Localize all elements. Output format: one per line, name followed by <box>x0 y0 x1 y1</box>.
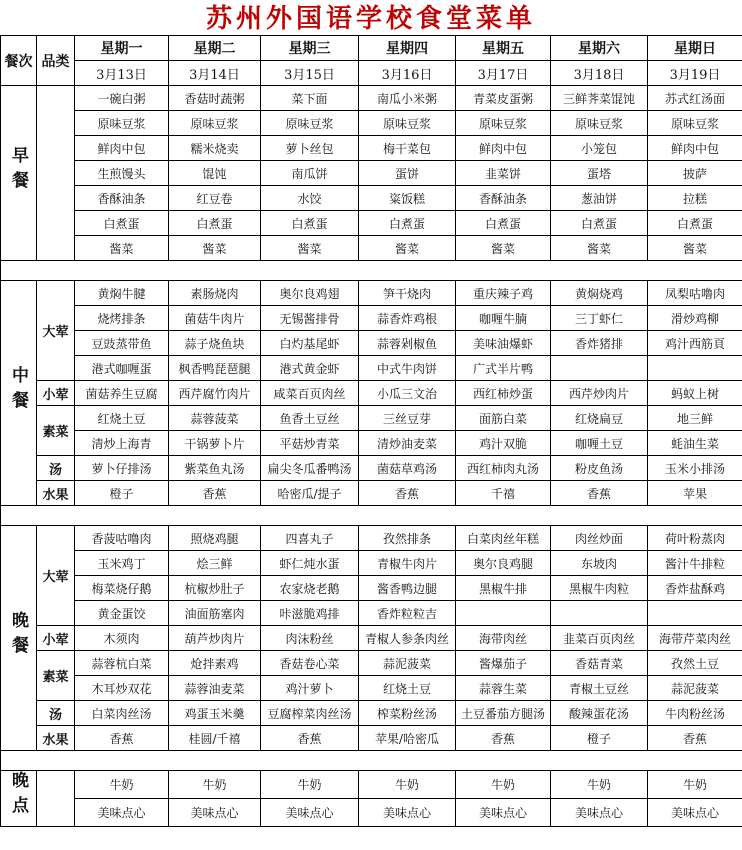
dish-cell: 葫芦炒肉片 <box>169 626 261 651</box>
dish-cell: 黄焖烧鸡 <box>551 281 648 306</box>
meal-label-text: 晚点 <box>8 771 28 821</box>
date-header: 3月13日 <box>75 61 169 86</box>
menu-title: 苏州外国语学校食堂菜单 <box>205 4 536 34</box>
category-label <box>37 771 75 827</box>
dish-cell: 鸡汁萝卜 <box>261 676 359 701</box>
dish-cell: 干锅萝卜片 <box>169 431 261 456</box>
dish-cell: 韭菜饼 <box>456 161 551 186</box>
dish-cell: 地三鲜 <box>648 406 742 431</box>
dish-cell: 鸡汁西筋頁 <box>648 331 742 356</box>
dish-cell: 咔滋脆鸡排 <box>261 601 359 626</box>
dish-cell: 海带肉丝 <box>456 626 551 651</box>
dish-cell: 蒜蓉菠菜 <box>169 406 261 431</box>
dish-cell: 平菇炒青菜 <box>261 431 359 456</box>
dish-cell: 牛奶 <box>648 771 742 799</box>
weekday-header: 星期日 <box>648 36 742 61</box>
dish-cell: 酱菜 <box>551 236 648 261</box>
menu-row <box>1 356 742 381</box>
dish-cell: 蛋塔 <box>551 161 648 186</box>
dish-cell: 原味豆浆 <box>359 111 456 136</box>
dish-cell: 虾仁炖水蛋 <box>261 551 359 576</box>
dish-cell: 扁尖冬瓜番鸭汤 <box>261 456 359 481</box>
dish-cell: 原味豆浆 <box>456 111 551 136</box>
dish-cell: 橙子 <box>75 481 169 506</box>
dish-cell: 奥尔良鸡腿 <box>456 551 551 576</box>
dish-cell: 榨菜粉丝汤 <box>359 701 456 726</box>
dish-cell: 生煎馒头 <box>75 161 169 186</box>
dish-cell: 白煮蛋 <box>359 211 456 236</box>
meal-label <box>1 771 37 827</box>
weekday-header: 星期六 <box>551 36 648 61</box>
dish-cell <box>648 356 742 381</box>
date-header: 3月16日 <box>359 61 456 86</box>
dish-cell: 香酥油条 <box>75 186 169 211</box>
section-spacer-row <box>1 506 742 526</box>
dish-cell: 蒜蓉剁椒鱼 <box>359 331 456 356</box>
dish-cell: 酱香鸭边腿 <box>359 576 456 601</box>
category-label: 素菜 <box>37 406 75 456</box>
menu-table <box>0 35 742 827</box>
menu-row <box>1 651 742 676</box>
dish-cell: 馄饨 <box>169 161 261 186</box>
dish-cell: 披萨 <box>648 161 742 186</box>
dish-cell: 无锡酱排骨 <box>261 306 359 331</box>
dish-cell: 玉米小排汤 <box>648 456 742 481</box>
menu-row <box>1 406 742 431</box>
dish-cell: 三丁虾仁 <box>551 306 648 331</box>
dish-cell: 酱菜 <box>359 236 456 261</box>
dish-cell <box>551 356 648 381</box>
dish-cell: 黑椒牛排 <box>456 576 551 601</box>
weekday-header: 星期一 <box>75 36 169 61</box>
dish-cell: 凤梨咕噜肉 <box>648 281 742 306</box>
dish-cell: 美味点心 <box>75 799 169 827</box>
weekday-row <box>1 36 742 61</box>
dish-cell: 黑椒牛肉粒 <box>551 576 648 601</box>
dish-cell: 拉糕 <box>648 186 742 211</box>
menu-row <box>1 281 742 306</box>
dish-cell: 一碗白粥 <box>75 86 169 111</box>
dish-cell: 梅干菜包 <box>359 136 456 161</box>
dish-cell: 香蕉 <box>456 726 551 751</box>
dish-cell: 菜下面 <box>261 86 359 111</box>
dish-cell: 面筋白菜 <box>456 406 551 431</box>
dish-cell: 酱爆茄子 <box>456 651 551 676</box>
dish-cell: 白菜肉丝年糕 <box>456 526 551 551</box>
dish-cell: 菌菇养生豆腐 <box>75 381 169 406</box>
category-label: 汤 <box>37 701 75 726</box>
dish-cell: 西芹腐竹肉片 <box>169 381 261 406</box>
dish-cell: 原味豆浆 <box>75 111 169 136</box>
menu-row <box>1 551 742 576</box>
dish-cell: 油面筋塞肉 <box>169 601 261 626</box>
date-header: 3月18日 <box>551 61 648 86</box>
menu-row <box>1 771 742 799</box>
dish-cell: 紫菜鱼丸汤 <box>169 456 261 481</box>
dish-cell: 白煮蛋 <box>75 211 169 236</box>
category-column-header: 品类 <box>37 36 75 86</box>
dish-cell: 萝卜丝包 <box>261 136 359 161</box>
dish-cell: 广式半片鸭 <box>456 356 551 381</box>
dish-cell: 萝卜仔排汤 <box>75 456 169 481</box>
dish-cell: 梅菜烧仔鹅 <box>75 576 169 601</box>
category-label: 小荤 <box>37 626 75 651</box>
meal-label <box>1 281 37 506</box>
weekday-header: 星期三 <box>261 36 359 61</box>
dish-cell: 鲜肉中包 <box>456 136 551 161</box>
category-label: 大荤 <box>37 526 75 626</box>
dish-cell: 美味点心 <box>648 799 742 827</box>
dish-cell: 苹果/哈密瓜 <box>359 726 456 751</box>
menu-row <box>1 701 742 726</box>
dish-cell: 美味点心 <box>551 799 648 827</box>
dish-cell: 素肠烧肉 <box>169 281 261 306</box>
dish-cell: 香菇时蔬粥 <box>169 86 261 111</box>
dish-cell: 蒜蓉杭白菜 <box>75 651 169 676</box>
spacer-cell <box>1 506 742 526</box>
dish-cell: 菌菇牛肉片 <box>169 306 261 331</box>
dish-cell: 咖喱土豆 <box>551 431 648 456</box>
dish-cell: 中式牛肉饼 <box>359 356 456 381</box>
dish-cell: 牛奶 <box>359 771 456 799</box>
dish-cell <box>648 601 742 626</box>
spacer-cell <box>1 261 742 281</box>
category-label: 素菜 <box>37 651 75 701</box>
date-row <box>1 61 742 86</box>
dish-cell: 港式黄金虾 <box>261 356 359 381</box>
dish-cell: 枫香鸭琵琶腿 <box>169 356 261 381</box>
menu-row <box>1 676 742 701</box>
meal-label <box>1 526 37 751</box>
dish-cell: 鲜肉中包 <box>648 136 742 161</box>
weekday-header: 星期四 <box>359 36 456 61</box>
dish-cell: 白煮蛋 <box>648 211 742 236</box>
dish-cell: 牛奶 <box>75 771 169 799</box>
dish-cell: 孜然排条 <box>359 526 456 551</box>
dish-cell: 美味油爆虾 <box>456 331 551 356</box>
category-label: 水果 <box>37 726 75 751</box>
dish-cell: 香菇青菜 <box>551 651 648 676</box>
dish-cell: 清炒油麦菜 <box>359 431 456 456</box>
dish-cell: 糯米烧卖 <box>169 136 261 161</box>
menu-row <box>1 601 742 626</box>
dish-cell: 荷叶粉蒸肉 <box>648 526 742 551</box>
dish-cell: 香菇卷心菜 <box>261 651 359 676</box>
dish-cell: 豆腐榨菜肉丝汤 <box>261 701 359 726</box>
dish-cell: 香菠咕噜肉 <box>75 526 169 551</box>
dish-cell: 炝拌素鸡 <box>169 651 261 676</box>
dish-cell: 苏式红汤面 <box>648 86 742 111</box>
dish-cell: 土豆番茄方腿汤 <box>456 701 551 726</box>
date-header: 3月19日 <box>648 61 742 86</box>
dish-cell: 原味豆浆 <box>551 111 648 136</box>
dish-cell: 海带芹菜肉丝 <box>648 626 742 651</box>
dish-cell: 香蕉 <box>75 726 169 751</box>
dish-cell: 三丝豆芽 <box>359 406 456 431</box>
dish-cell: 咸菜百页肉丝 <box>261 381 359 406</box>
dish-cell <box>456 601 551 626</box>
date-header: 3月14日 <box>169 61 261 86</box>
dish-cell: 蒜泥菠菜 <box>359 651 456 676</box>
dish-cell: 菌菇草鸡汤 <box>359 456 456 481</box>
section-spacer-row <box>1 261 742 281</box>
dish-cell: 蚝油生菜 <box>648 431 742 456</box>
dish-cell: 哈密瓜/提子 <box>261 481 359 506</box>
dish-cell: 原味豆浆 <box>648 111 742 136</box>
dish-cell: 红烧扁豆 <box>551 406 648 431</box>
dish-cell: 橙子 <box>551 726 648 751</box>
menu-row <box>1 456 742 481</box>
dish-cell: 港式咖喱蛋 <box>75 356 169 381</box>
dish-cell: 重庆辣子鸡 <box>456 281 551 306</box>
dish-cell: 红烧土豆 <box>359 676 456 701</box>
dish-cell: 白煮蛋 <box>551 211 648 236</box>
dish-cell: 西芹炒肉片 <box>551 381 648 406</box>
dish-cell: 香炸猪排 <box>551 331 648 356</box>
dish-cell: 玉米鸡丁 <box>75 551 169 576</box>
category-label: 汤 <box>37 456 75 481</box>
menu-row <box>1 481 742 506</box>
dish-cell: 蛋饼 <box>359 161 456 186</box>
dish-cell: 白煮蛋 <box>169 211 261 236</box>
dish-cell: 东坡肉 <box>551 551 648 576</box>
dish-cell: 农家烧老鹅 <box>261 576 359 601</box>
dish-cell: 桂圆/千禧 <box>169 726 261 751</box>
dish-cell: 香炸盐酥鸡 <box>648 576 742 601</box>
menu-row <box>1 111 742 136</box>
dish-cell: 青椒人参条肉丝 <box>359 626 456 651</box>
dish-cell: 酱菜 <box>648 236 742 261</box>
menu-row <box>1 161 742 186</box>
dish-cell: 蒜蓉生菜 <box>456 676 551 701</box>
weekday-header: 星期二 <box>169 36 261 61</box>
dish-cell: 烧烤排条 <box>75 306 169 331</box>
dish-cell: 南瓜小米粥 <box>359 86 456 111</box>
dish-cell: 肉丝炒面 <box>551 526 648 551</box>
dish-cell: 美味点心 <box>261 799 359 827</box>
dish-cell: 千禧 <box>456 481 551 506</box>
dish-cell: 咖喱牛腩 <box>456 306 551 331</box>
dish-cell: 牛奶 <box>551 771 648 799</box>
dish-cell: 酱菜 <box>169 236 261 261</box>
category-label: 小荤 <box>37 381 75 406</box>
meal-column-header: 餐次 <box>1 36 37 86</box>
category-label <box>37 86 75 261</box>
dish-cell: 木须肉 <box>75 626 169 651</box>
dish-cell: 韭菜百页肉丝 <box>551 626 648 651</box>
dish-cell: 奥尔良鸡翅 <box>261 281 359 306</box>
dish-cell: 白煮蛋 <box>456 211 551 236</box>
menu-row <box>1 431 742 456</box>
dish-cell: 黄金蛋饺 <box>75 601 169 626</box>
meal-label-text: 晚餐 <box>8 610 28 661</box>
dish-cell: 蒜香炸鸡根 <box>359 306 456 331</box>
dish-cell: 香蕉 <box>551 481 648 506</box>
dish-cell: 孜然土豆 <box>648 651 742 676</box>
dish-cell: 粉皮鱼汤 <box>551 456 648 481</box>
dish-cell: 红烧土豆 <box>75 406 169 431</box>
dish-cell: 蚂蚁上树 <box>648 381 742 406</box>
menu-row <box>1 381 742 406</box>
dish-cell: 青椒牛肉片 <box>359 551 456 576</box>
dish-cell: 小瓜三文治 <box>359 381 456 406</box>
dish-cell: 蒜泥菠菜 <box>648 676 742 701</box>
dish-cell: 美味点心 <box>359 799 456 827</box>
menu-row <box>1 136 742 161</box>
dish-cell: 香炸粒粒吉 <box>359 601 456 626</box>
weekday-header: 星期五 <box>456 36 551 61</box>
date-header: 3月17日 <box>456 61 551 86</box>
dish-cell: 美味点心 <box>169 799 261 827</box>
dish-cell: 木耳炒双花 <box>75 676 169 701</box>
menu-row <box>1 186 742 211</box>
menu-row <box>1 626 742 651</box>
dish-cell: 杭椒炒肚子 <box>169 576 261 601</box>
dish-cell: 照烧鸡腿 <box>169 526 261 551</box>
dish-cell: 豆豉蒸带鱼 <box>75 331 169 356</box>
dish-cell: 香蕉 <box>648 726 742 751</box>
dish-cell: 青椒土豆丝 <box>551 676 648 701</box>
dish-cell: 水饺 <box>261 186 359 211</box>
dish-cell: 西红柿肉丸汤 <box>456 456 551 481</box>
menu-row <box>1 331 742 356</box>
meal-label-text: 中餐 <box>8 365 28 416</box>
menu-row <box>1 576 742 601</box>
dish-cell: 香蕉 <box>359 481 456 506</box>
dish-cell: 蒜子烧鱼块 <box>169 331 261 356</box>
dish-cell: 原味豆浆 <box>261 111 359 136</box>
dish-cell: 美味点心 <box>456 799 551 827</box>
dish-cell: 香蕉 <box>169 481 261 506</box>
dish-cell: 牛奶 <box>456 771 551 799</box>
category-label: 水果 <box>37 481 75 506</box>
dish-cell: 滑炒鸡柳 <box>648 306 742 331</box>
dish-cell <box>551 601 648 626</box>
menu-row <box>1 306 742 331</box>
dish-cell: 香蕉 <box>261 726 359 751</box>
dish-cell: 南瓜饼 <box>261 161 359 186</box>
dish-cell: 鲜肉中包 <box>75 136 169 161</box>
menu-row <box>1 526 742 551</box>
dish-cell: 酱菜 <box>261 236 359 261</box>
dish-cell: 葱油饼 <box>551 186 648 211</box>
category-label: 大荤 <box>37 281 75 381</box>
menu-row <box>1 211 742 236</box>
dish-cell: 黄焖牛腱 <box>75 281 169 306</box>
dish-cell: 牛肉粉丝汤 <box>648 701 742 726</box>
dish-cell: 酱菜 <box>456 236 551 261</box>
dish-cell: 蒜蓉油麦菜 <box>169 676 261 701</box>
dish-cell: 酸辣蛋花汤 <box>551 701 648 726</box>
dish-cell: 笋干烧肉 <box>359 281 456 306</box>
dish-cell: 鸡蛋玉米羹 <box>169 701 261 726</box>
menu-row <box>1 799 742 827</box>
dish-cell: 红豆卷 <box>169 186 261 211</box>
dish-cell: 牛奶 <box>169 771 261 799</box>
dish-cell: 原味豆浆 <box>169 111 261 136</box>
menu-row <box>1 86 742 111</box>
dish-cell: 白灼基尾虾 <box>261 331 359 356</box>
spacer-cell <box>1 751 742 771</box>
dish-cell: 香酥油条 <box>456 186 551 211</box>
dish-cell: 粢饭糕 <box>359 186 456 211</box>
dish-cell: 烩三鲜 <box>169 551 261 576</box>
dish-cell: 苹果 <box>648 481 742 506</box>
dish-cell: 四喜丸子 <box>261 526 359 551</box>
menu-row <box>1 726 742 751</box>
date-header: 3月15日 <box>261 61 359 86</box>
dish-cell: 三鲜荠菜馄饨 <box>551 86 648 111</box>
dish-cell: 青菜皮蛋粥 <box>456 86 551 111</box>
dish-cell: 酱菜 <box>75 236 169 261</box>
dish-cell: 鱼香土豆丝 <box>261 406 359 431</box>
dish-cell: 牛奶 <box>261 771 359 799</box>
dish-cell: 酱汁牛排粒 <box>648 551 742 576</box>
menu-row <box>1 236 742 261</box>
dish-cell: 清炒上海青 <box>75 431 169 456</box>
dish-cell: 白煮蛋 <box>261 211 359 236</box>
dish-cell: 肉沫粉丝 <box>261 626 359 651</box>
dish-cell: 鸡汁双脆 <box>456 431 551 456</box>
dish-cell: 小笼包 <box>551 136 648 161</box>
section-spacer-row <box>1 751 742 771</box>
meal-label-text: 早餐 <box>8 145 28 196</box>
dish-cell: 西红柿炒蛋 <box>456 381 551 406</box>
meal-label <box>1 86 37 261</box>
dish-cell: 白菜肉丝汤 <box>75 701 169 726</box>
